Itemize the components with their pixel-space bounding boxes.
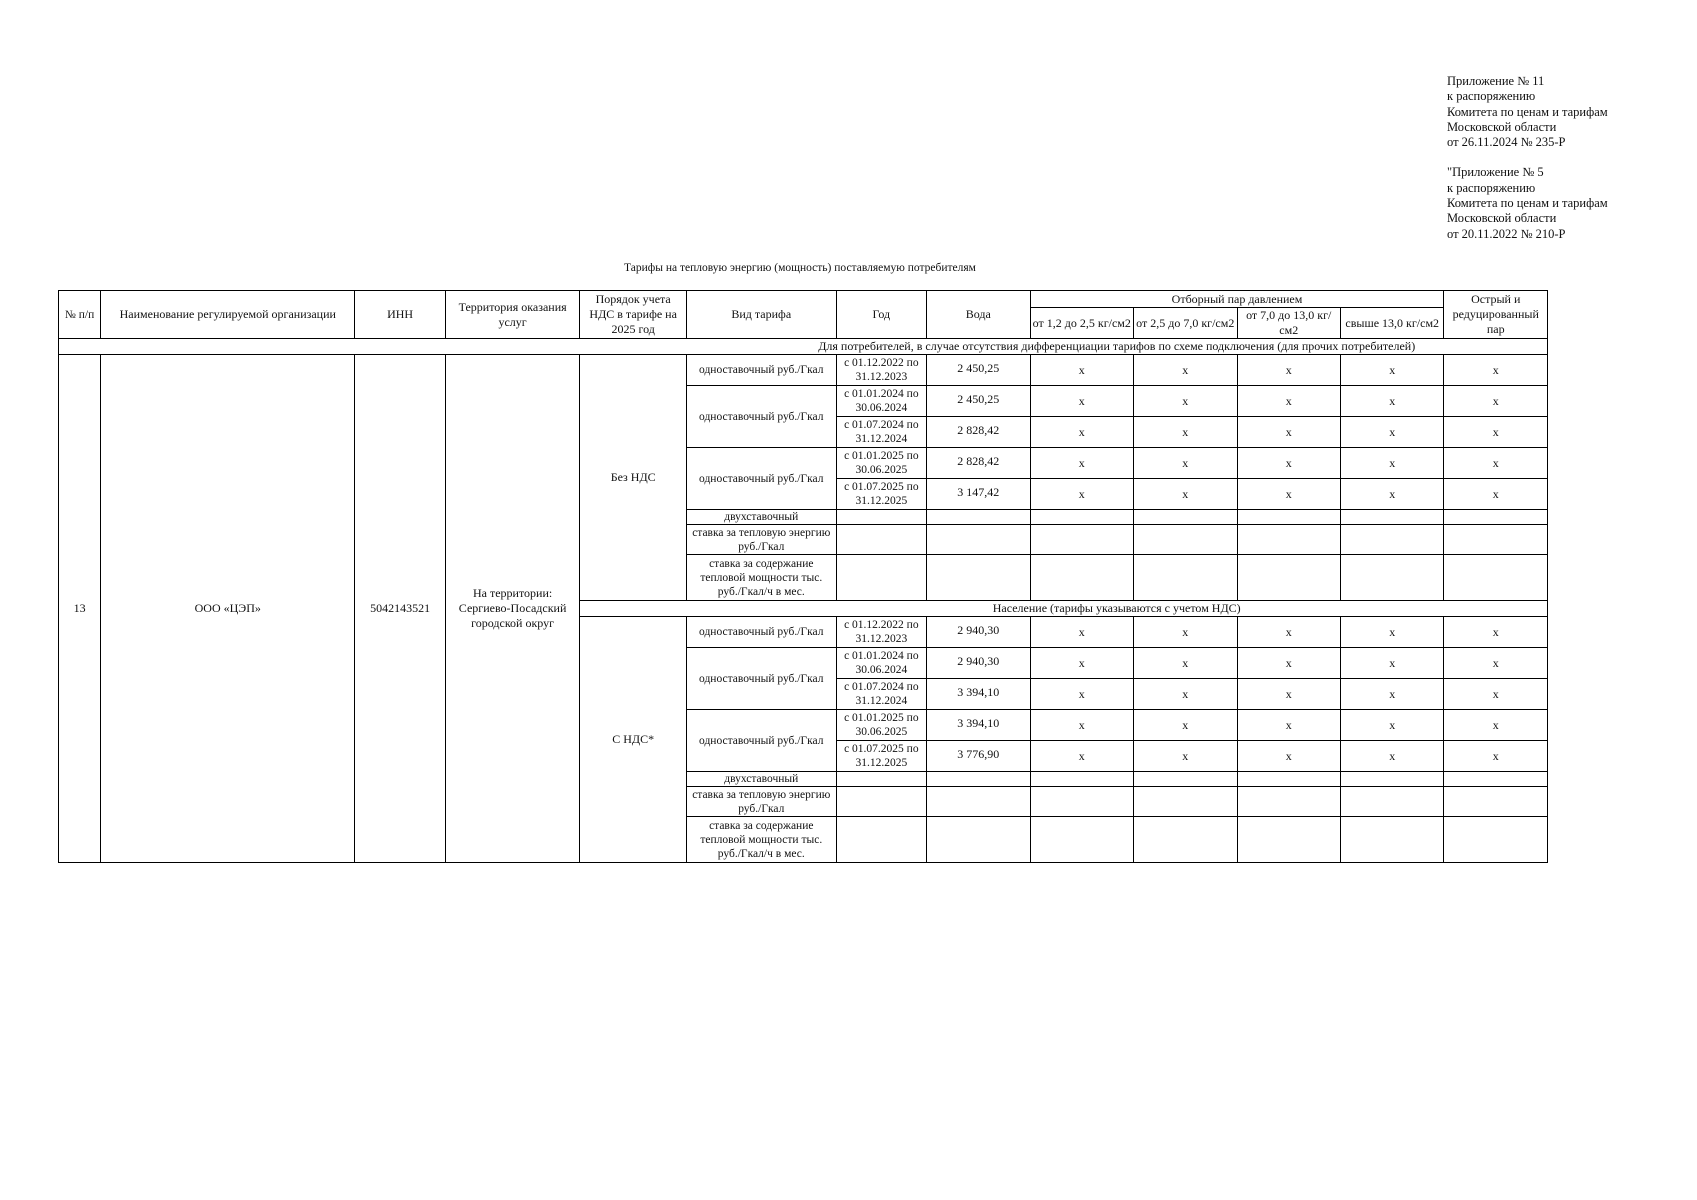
period-cell: с 01.12.2022 по 31.12.2023	[836, 617, 926, 648]
section-spacer	[59, 339, 687, 355]
empty-cell	[836, 787, 926, 817]
table-row	[59, 355, 1548, 386]
empty-mark-cell: х	[1340, 648, 1443, 679]
empty-cell	[927, 510, 1030, 525]
col-header-org: Наименование регулируемой организации	[101, 291, 355, 339]
header-note-gap	[1447, 150, 1608, 165]
empty-cell	[1340, 787, 1443, 817]
empty-mark-cell: х	[1444, 355, 1548, 386]
empty-mark-cell: х	[1237, 710, 1340, 741]
empty-cell	[836, 817, 926, 863]
empty-mark-cell: х	[1237, 417, 1340, 448]
tariff-type-single: одноставочный руб./Гкал	[686, 355, 836, 386]
col-header-num: № п/п	[59, 291, 101, 339]
org-inn: 5042143521	[355, 355, 445, 863]
water-tariff-value: 2 940,30	[927, 617, 1030, 648]
section-population: Население (тарифы указываются с учетом НДС)	[686, 601, 1547, 617]
empty-cell	[836, 510, 926, 525]
empty-mark-cell: х	[1444, 479, 1548, 510]
empty-mark-cell: х	[1444, 648, 1548, 679]
empty-cell	[836, 525, 926, 555]
org-territory: На территории: Сергиево-Посадский городской округ	[445, 355, 580, 863]
col-header-steam-group: Отборный пар давлением	[1030, 291, 1444, 308]
appendix-header-note	[1447, 74, 1608, 242]
empty-mark-cell: х	[1134, 479, 1237, 510]
water-tariff-value: 2 828,42	[927, 448, 1030, 479]
empty-cell	[927, 772, 1030, 787]
empty-mark-cell: х	[1030, 741, 1133, 772]
period-cell: с 01.01.2024 по 30.06.2024	[836, 386, 926, 417]
empty-mark-cell: х	[1030, 355, 1133, 386]
empty-mark-cell: х	[1030, 679, 1133, 710]
col-header-tariff-type: Вид тарифа	[686, 291, 836, 339]
empty-cell	[1030, 555, 1133, 601]
empty-cell	[1030, 817, 1133, 863]
empty-cell	[1237, 772, 1340, 787]
empty-mark-cell: х	[1340, 479, 1443, 510]
empty-mark-cell: х	[1030, 417, 1133, 448]
header-note-line: Московской области	[1447, 211, 1557, 226]
empty-cell	[1134, 555, 1237, 601]
water-tariff-value: 2 828,42	[927, 417, 1030, 448]
empty-mark-cell: х	[1134, 386, 1237, 417]
empty-cell	[1444, 525, 1548, 555]
empty-cell	[836, 555, 926, 601]
empty-cell	[1444, 772, 1548, 787]
tariff-type-single: одноставочный руб./Гкал	[686, 648, 836, 710]
tariff-type-single: одноставочный руб./Гкал	[686, 617, 836, 648]
empty-cell	[1134, 510, 1237, 525]
empty-mark-cell: х	[1030, 479, 1133, 510]
empty-mark-cell: х	[1444, 679, 1548, 710]
empty-mark-cell: х	[1340, 448, 1443, 479]
empty-cell	[1134, 787, 1237, 817]
header-note-line: Комитета по ценам и тарифам	[1447, 196, 1608, 211]
empty-cell	[1340, 817, 1443, 863]
org-name: ООО «ЦЭП»	[101, 355, 355, 863]
empty-mark-cell: х	[1030, 648, 1133, 679]
empty-cell	[1340, 772, 1443, 787]
empty-cell	[1237, 817, 1340, 863]
empty-mark-cell: х	[1134, 679, 1237, 710]
empty-mark-cell: х	[1340, 386, 1443, 417]
empty-mark-cell: х	[1030, 710, 1133, 741]
water-tariff-value: 3 394,10	[927, 679, 1030, 710]
period-cell: с 01.07.2024 по 31.12.2024	[836, 679, 926, 710]
empty-mark-cell: х	[1134, 355, 1237, 386]
empty-mark-cell: х	[1237, 679, 1340, 710]
empty-cell	[1444, 817, 1548, 863]
empty-mark-cell: х	[1340, 679, 1443, 710]
empty-cell	[1030, 525, 1133, 555]
empty-mark-cell: х	[1237, 386, 1340, 417]
period-cell: с 01.07.2025 по 31.12.2025	[836, 479, 926, 510]
empty-cell	[1134, 817, 1237, 863]
empty-mark-cell: х	[1134, 448, 1237, 479]
empty-mark-cell: х	[1030, 386, 1133, 417]
empty-cell	[1134, 772, 1237, 787]
col-header-steam-2: от 2,5 до 7,0 кг/см2	[1134, 308, 1237, 339]
vat-mode: С НДС*	[580, 617, 687, 863]
period-cell: с 01.12.2022 по 31.12.2023	[836, 355, 926, 386]
water-tariff-value: 3 147,42	[927, 479, 1030, 510]
empty-cell	[927, 525, 1030, 555]
period-cell: с 01.07.2024 по 31.12.2024	[836, 417, 926, 448]
empty-mark-cell: х	[1444, 448, 1548, 479]
empty-mark-cell: х	[1134, 648, 1237, 679]
tariff-type-two-rate: двухставочный	[686, 772, 836, 787]
empty-cell	[1340, 525, 1443, 555]
header-note-line: от 26.11.2024 № 235-Р	[1447, 135, 1566, 150]
water-tariff-value: 3 776,90	[927, 741, 1030, 772]
empty-mark-cell: х	[1134, 417, 1237, 448]
empty-cell	[1237, 525, 1340, 555]
empty-mark-cell: х	[1340, 741, 1443, 772]
empty-cell	[1237, 555, 1340, 601]
empty-cell	[927, 817, 1030, 863]
empty-mark-cell: х	[1134, 741, 1237, 772]
empty-cell	[1030, 787, 1133, 817]
tariff-type-capacity-rate: ставка за содержание тепловой мощности тыс. руб./Гкал/ч в мес.	[686, 555, 836, 601]
water-tariff-value: 2 450,25	[927, 355, 1030, 386]
table-row	[59, 339, 1548, 355]
empty-cell	[1237, 787, 1340, 817]
empty-cell	[1134, 525, 1237, 555]
empty-mark-cell: х	[1340, 355, 1443, 386]
empty-mark-cell: х	[1134, 710, 1237, 741]
tariff-type-energy-rate: ставка за тепловую энергию руб./Гкал	[686, 787, 836, 817]
empty-mark-cell: х	[1237, 355, 1340, 386]
empty-mark-cell: х	[1237, 648, 1340, 679]
water-tariff-value: 3 394,10	[927, 710, 1030, 741]
header-note-line: Московской области	[1447, 119, 1557, 134]
empty-cell	[1030, 510, 1133, 525]
section-other-consumers: Для потребителей, в случае отсутствия дифференциации тарифов по схеме подключения (для прочих потребителей)	[686, 339, 1547, 355]
tariff-table	[58, 290, 1548, 863]
period-cell: с 01.01.2025 по 30.06.2025	[836, 448, 926, 479]
col-header-year: Год	[836, 291, 926, 339]
header-note-line: "Приложение № 5	[1447, 165, 1544, 180]
period-cell: с 01.01.2025 по 30.06.2025	[836, 710, 926, 741]
tariff-type-capacity-rate: ставка за содержание тепловой мощности тыс. руб./Гкал/ч в мес.	[686, 817, 836, 863]
col-header-steam-1: от 1,2 до 2,5 кг/см2	[1030, 308, 1133, 339]
col-header-sharp-steam: Острый и редуцированный пар	[1444, 291, 1548, 339]
col-header-inn: ИНН	[355, 291, 445, 339]
vat-mode: Без НДС	[580, 355, 687, 601]
empty-cell	[927, 555, 1030, 601]
col-header-water: Вода	[927, 291, 1030, 339]
table-title: Тарифы на тепловую энергию (мощность) поставляемую потребителям	[624, 262, 976, 274]
empty-cell	[1444, 787, 1548, 817]
tariff-type-single: одноставочный руб./Гкал	[686, 710, 836, 772]
empty-mark-cell: х	[1444, 741, 1548, 772]
empty-cell	[1030, 772, 1133, 787]
period-cell: с 01.01.2024 по 30.06.2024	[836, 648, 926, 679]
empty-cell	[836, 772, 926, 787]
empty-mark-cell: х	[1444, 417, 1548, 448]
water-tariff-value: 2 450,25	[927, 386, 1030, 417]
empty-mark-cell: х	[1340, 617, 1443, 648]
header-note-line: от 20.11.2022 № 210-Р	[1447, 226, 1566, 241]
water-tariff-value: 2 940,30	[927, 648, 1030, 679]
empty-mark-cell: х	[1444, 710, 1548, 741]
empty-mark-cell: х	[1444, 617, 1548, 648]
empty-mark-cell: х	[1237, 617, 1340, 648]
empty-cell	[1444, 555, 1548, 601]
header-note-line: Комитета по ценам и тарифам	[1447, 104, 1608, 119]
empty-mark-cell: х	[1237, 741, 1340, 772]
tariff-type-energy-rate: ставка за тепловую энергию руб./Гкал	[686, 525, 836, 555]
header-note-line: Приложение № 11	[1447, 74, 1545, 88]
col-header-steam-3: от 7,0 до 13,0 кг/см2	[1237, 308, 1340, 339]
empty-cell	[1237, 510, 1340, 525]
empty-mark-cell: х	[1237, 479, 1340, 510]
tariff-type-single: одноставочный руб./Гкал	[686, 386, 836, 448]
empty-cell	[1444, 510, 1548, 525]
table-row	[59, 291, 1548, 308]
empty-cell	[1340, 510, 1443, 525]
col-header-vat: Порядок учета НДС в тарифе на 2025 год	[580, 291, 687, 339]
org-number: 13	[59, 355, 101, 863]
empty-cell	[1340, 555, 1443, 601]
tariff-type-two-rate: двухставочный	[686, 510, 836, 525]
empty-mark-cell: х	[1237, 448, 1340, 479]
col-header-territory: Территория оказания услуг	[445, 291, 580, 339]
tariff-type-single: одноставочный руб./Гкал	[686, 448, 836, 510]
empty-mark-cell: х	[1340, 417, 1443, 448]
empty-cell	[927, 787, 1030, 817]
empty-mark-cell: х	[1030, 617, 1133, 648]
header-note-line: к распоряжению	[1447, 89, 1536, 104]
empty-mark-cell: х	[1134, 617, 1237, 648]
empty-mark-cell: х	[1030, 448, 1133, 479]
section-spacer	[580, 601, 687, 617]
header-note-line: к распоряжению	[1447, 180, 1536, 195]
period-cell: с 01.07.2025 по 31.12.2025	[836, 741, 926, 772]
col-header-steam-4: свыше 13,0 кг/см2	[1340, 308, 1443, 339]
empty-mark-cell: х	[1340, 710, 1443, 741]
empty-mark-cell: х	[1444, 386, 1548, 417]
